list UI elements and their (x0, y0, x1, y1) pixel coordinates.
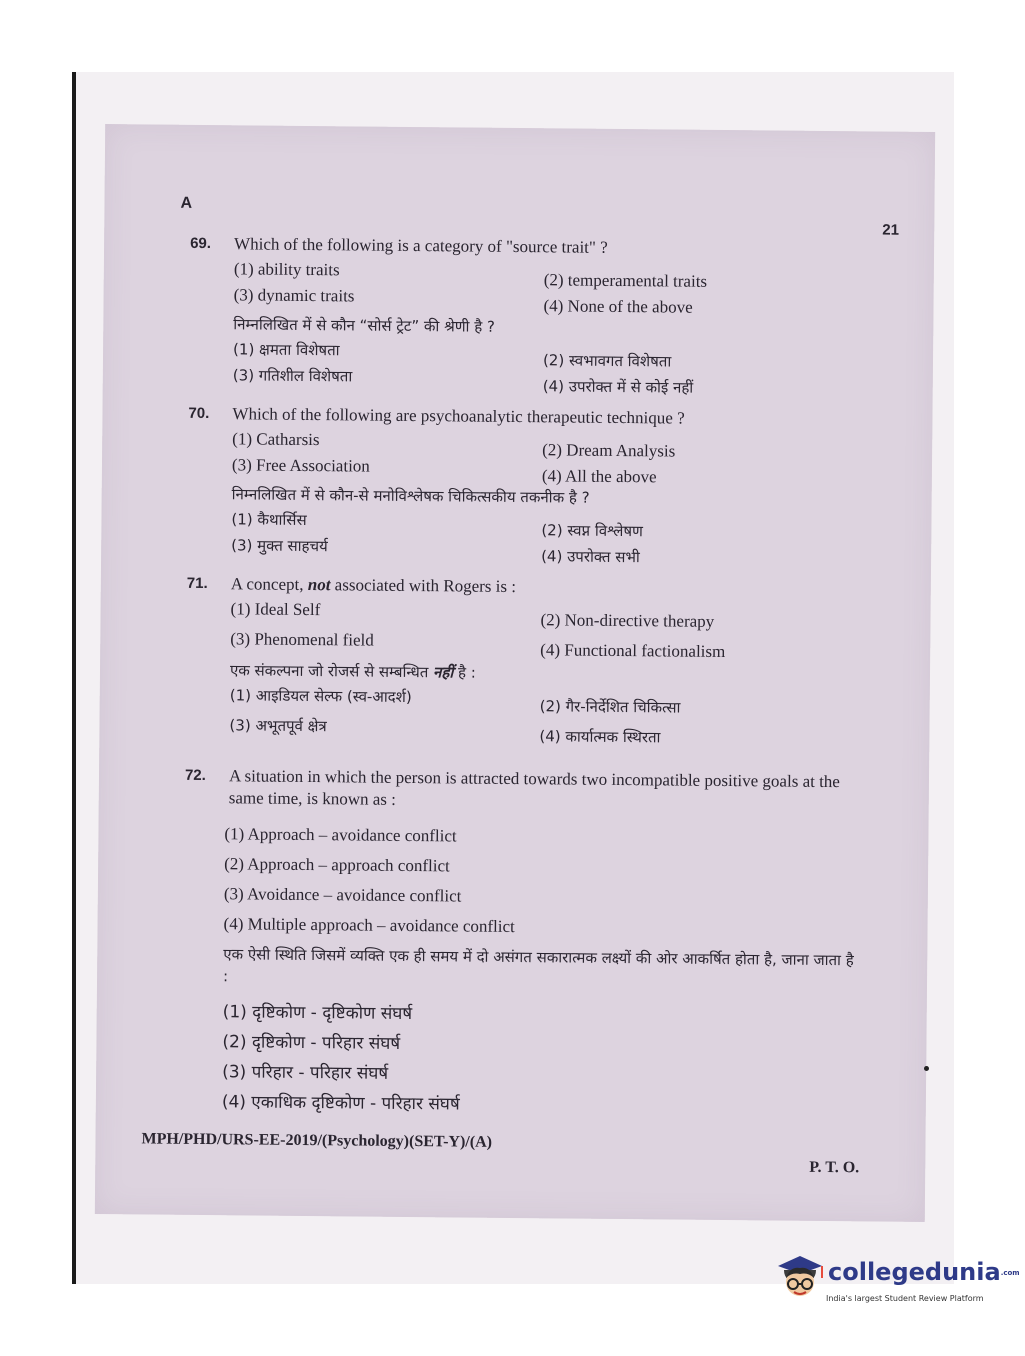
option: (2) Non-directive therapy (540, 610, 715, 631)
option: (4) All the above (541, 466, 657, 487)
option: (1) क्षमता विशेषता (233, 340, 340, 360)
option: (2) temperamental traits (543, 270, 708, 291)
question-text: A situation in which the person is attracted towards two incompatible positive goals at the same time, is known as : (228, 766, 841, 809)
option: (3) dynamic traits (233, 285, 355, 306)
question-text: Which of the following is a category of "source trait" ? (234, 234, 608, 257)
scan-edge (72, 72, 76, 1284)
option: (4) कार्यात्मक स्थिरता (539, 727, 661, 747)
options-english (233, 255, 889, 315)
collegedunia-watermark (770, 1252, 1020, 1312)
option: (4) None of the above (543, 296, 693, 317)
option: (3) मुक्त साहचर्य (231, 536, 328, 556)
option: (3) परिहार - परिहार संघर्ष (222, 1062, 389, 1084)
option: (2) Approach – approach conflict (224, 854, 450, 876)
emphasis-nahi: नहीं (433, 663, 454, 682)
brand-tagline: India's largest Student Review Platform (826, 1294, 984, 1303)
question-text-hindi: निम्नलिखित में से कौन “सोर्स ट्रेट” की श्रेणी है ? (233, 315, 496, 336)
question-number: 72. (184, 766, 206, 785)
option: (1) दृष्टिकोण - दृष्टिकोण संघर्ष (222, 1002, 413, 1025)
question-72 (182, 765, 865, 1124)
option: (4) उपरोक्त में से कोई नहीं (542, 377, 694, 397)
options-hindi (231, 505, 887, 565)
page-number: 21 (882, 221, 900, 239)
question-text-hindi: निम्नलिखित में से कौन-से मनोविश्लेषक चिकित्सकीय तकनीक है ? (231, 485, 590, 507)
question-71 (185, 573, 887, 748)
option: (3) अभूतपूर्व क्षेत्र (229, 716, 327, 736)
option: (2) स्वप्न विश्लेषण (541, 521, 644, 541)
question-text: Which of the following are psychoanalytic therapeutic technique ? (232, 404, 685, 428)
question-number: 69. (190, 234, 212, 253)
option: (3) Free Association (231, 455, 370, 476)
option: (3) Phenomenal field (230, 629, 374, 650)
option: (4) Functional factionalism (540, 640, 726, 662)
paper-code: MPH/PHD/URS-EE-2019/(Psychology)(SET-Y)/(A) (141, 1130, 493, 1151)
option: (1) ability traits (233, 259, 340, 280)
options-english (232, 425, 888, 485)
brand-name: collegedunia.com (828, 1258, 1020, 1286)
option: (1) Approach – avoidance conflict (224, 824, 457, 846)
options-hindi (229, 681, 886, 747)
option: (2) गैर-निर्देशित चिकित्सा (539, 697, 681, 717)
question-70 (187, 403, 888, 566)
option: (3) Avoidance – avoidance conflict (223, 884, 462, 906)
option: (4) Multiple approach – avoidance conflict (223, 914, 515, 937)
options-english (230, 595, 887, 661)
pto-label: P. T. O. (809, 1158, 860, 1177)
option: (4) एकाधिक दृष्टिकोण - परिहार संघर्ष (221, 1092, 460, 1115)
question-69 (189, 233, 890, 396)
options-english (223, 819, 864, 945)
question-number: 70. (188, 404, 210, 423)
set-letter: A (180, 194, 193, 212)
option: (4) उपरोक्त सभी (541, 547, 640, 567)
question-text-hindi: एक ऐसी स्थिति जिसमें व्यक्ति एक ही समय में दो असंगत सकारात्मक लक्ष्यों की ओर आकर्षित होता है, जाना जाता है : (222, 945, 854, 986)
option: (2) Dream Analysis (542, 440, 676, 461)
scan-speck (924, 1066, 929, 1071)
options-hindi (222, 997, 863, 1123)
exam-page (95, 124, 935, 1222)
option: (2) स्वभावगत विशेषता (542, 351, 672, 371)
question-text: A concept, not associated with Rogers is : (230, 574, 517, 597)
option: (1) कैथार्सिस (231, 510, 307, 529)
option: (1) आइडियल सेल्फ (स्व-आदर्श) (229, 686, 412, 707)
student-mascot-icon (770, 1252, 826, 1312)
option: (3) गतिशील विशेषता (232, 366, 353, 386)
emphasis-not: not (307, 575, 331, 595)
question-number: 71. (186, 574, 208, 593)
option: (1) Catharsis (232, 429, 320, 450)
question-text-hindi: एक संकल्पना जो रोजर्स से सम्बन्धित नहीं है : (229, 661, 476, 682)
options-hindi (233, 335, 889, 395)
option: (1) Ideal Self (230, 599, 321, 620)
option: (2) दृष्टिकोण - परिहार संघर्ष (222, 1032, 401, 1054)
